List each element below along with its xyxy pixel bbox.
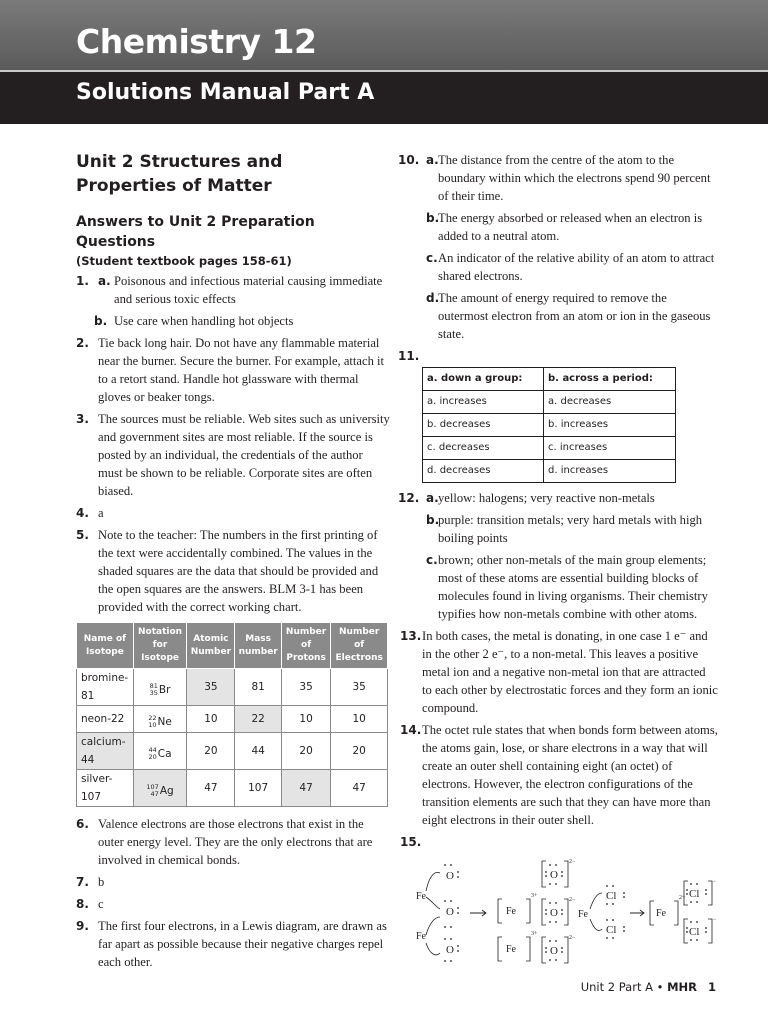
question-8 [76, 895, 390, 913]
answer-text: brown; other non-metals of the main group elements; most of these atoms are essential building blocks of molecules found in living organisms. Their chemistry typifies how non-metals combine with other atoms. [438, 553, 708, 621]
question-7 [76, 873, 390, 891]
question-14 [400, 721, 718, 829]
table-row [77, 770, 388, 807]
table-row [423, 460, 676, 483]
charge-label: 3+ [531, 893, 538, 899]
arrow-icon [470, 910, 486, 916]
electrons-cell: 47 [331, 770, 388, 807]
page-number: 1 [707, 980, 716, 994]
header-banner [0, 0, 768, 126]
answer-text: The first four electrons, in a Lewis diagram, are drawn as far apart as possible because their negative charges repel each other. [98, 919, 387, 969]
atomic-number-cell: 35 [187, 669, 235, 706]
isotope-name: silver-107 [77, 770, 134, 807]
fe-ion: Fe [656, 908, 666, 919]
answer-text: purple: transition metals; very hard metals with high boiling points [438, 513, 703, 545]
column-header: a. down a group: [423, 368, 544, 391]
answer-text: Tie back long hair. Do not have any flammable material near the burner. Secure the burner. For example, attach it to a retort stand. Handle hot glassware with thermal gloves or beaker tongs. [98, 336, 385, 404]
question-number: 11. [398, 349, 420, 363]
atomic-number-cell: 20 [187, 733, 235, 770]
answer-text: The amount of energy required to remove the outermost electron from an atom or ion in the gaseous state. [438, 291, 711, 341]
answer-text: Poisonous and infectious material causing immediate and serious toxic effects [114, 274, 383, 306]
transfer-arrows [590, 893, 602, 931]
isotope-name: calcium-44 [77, 733, 134, 770]
atomic-subscript: 35 [149, 688, 158, 697]
column-header: Notation for Isotope [133, 623, 187, 669]
oxygen-atom: O [446, 944, 454, 956]
oxygen-atom: O [446, 906, 454, 918]
page-subtitle: Solutions Manual Part A [76, 80, 375, 105]
table-row [77, 669, 388, 706]
question-number: 5. [76, 528, 89, 542]
mass-number-cell: 107 [235, 770, 281, 807]
table-row [423, 391, 676, 414]
question-12c [400, 551, 718, 623]
column-header: Mass number [235, 623, 281, 669]
question-number: 12. [398, 491, 420, 505]
sub-label: b. [426, 211, 440, 225]
answer-text: The sources must be reliable. Web sites such as university and government sites are most reliable. If the source is posted by an individual, the credentials of the author must be shown to be reliable. Corporate sites are often biased. [98, 412, 390, 498]
question-6 [76, 815, 390, 869]
element-symbol: Br [158, 683, 171, 696]
footer-brand: MHR [667, 980, 698, 994]
table-cell: d. increases [544, 460, 676, 483]
answer-text: The energy absorbed or released when an electron is added to a neutral atom. [438, 211, 703, 243]
answers-heading: Answers to Unit 2 Preparation Questions [76, 214, 315, 250]
question-10b [400, 209, 718, 245]
question-10d [400, 289, 718, 343]
protons-cell: 10 [281, 706, 331, 733]
answer-text: The octet rule states that when bonds form between atoms, the atoms gain, lose, or share electrons in a way that will create an outer shell containing eight (an octet) of electrons. However, the electron configurations of the transition elements are such that they can have more than eight electrons in their outer shell. [422, 723, 718, 827]
sub-label: d. [426, 291, 440, 305]
table-cell: a. decreases [544, 391, 676, 414]
question-number: 8. [76, 897, 89, 911]
question-number: 6. [76, 817, 89, 831]
left-column [76, 150, 390, 975]
mass-superscript: 81 [149, 681, 158, 690]
isotope-notation [133, 770, 187, 807]
atomic-number-cell: 10 [187, 706, 235, 733]
fe-ion: Fe [506, 906, 516, 917]
charge-label: − [713, 917, 717, 923]
question-9 [76, 917, 390, 971]
transfer-arrows [426, 872, 440, 954]
charge-label: 2− [569, 897, 576, 903]
question-2 [76, 334, 390, 406]
column-header: Name of Isotope [77, 623, 134, 669]
element-symbol: Ag [159, 784, 174, 797]
question-number: 7. [76, 875, 89, 889]
table-row [77, 706, 388, 733]
answer-text: Valence electrons are those electrons that exist in the outer energy level. They are the only electrons that are involved in chemical bonds. [98, 817, 373, 867]
oxygen-atom: O [446, 870, 454, 882]
electrons-cell: 35 [331, 669, 388, 706]
sub-label: a. [98, 274, 111, 288]
answer-text: b [98, 875, 105, 889]
charge-label: 3+ [531, 931, 538, 937]
lewis-diagram [400, 857, 720, 967]
question-number: 15. [400, 835, 422, 849]
answer-text: Use care when handling hot objects [114, 314, 294, 328]
question-number: 14. [400, 723, 422, 737]
sub-label: b. [94, 314, 108, 328]
question-1b [76, 312, 390, 330]
isotope-table-header-row [77, 623, 388, 669]
lewis-fecl2 [578, 879, 717, 943]
question-4 [76, 504, 390, 522]
atomic-subscript: 20 [148, 752, 157, 761]
mass-number-cell: 22 [235, 706, 281, 733]
protons-cell: 35 [281, 669, 331, 706]
question-number: 9. [76, 919, 89, 933]
chlorine-atom: Cl [606, 890, 617, 902]
table-cell: c. decreases [423, 437, 544, 460]
pages-note: (Student textbook pages 158-61) [76, 254, 292, 268]
question-13 [400, 627, 718, 717]
page-title: Chemistry 12 [76, 22, 317, 61]
sub-label: a. [426, 491, 439, 505]
charge-label: − [713, 879, 717, 885]
column-header: b. across a period: [544, 368, 676, 391]
question-number: 3. [76, 412, 89, 426]
isotope-name: bromine-81 [77, 669, 134, 706]
footer-text: Unit 2 Part A • [580, 980, 668, 994]
table-row [423, 437, 676, 460]
isotope-notation [133, 706, 187, 733]
table-row [423, 414, 676, 437]
question-number: 2. [76, 336, 89, 350]
charge-label: 2+ [679, 895, 686, 901]
question-10c [400, 249, 718, 285]
question-15 [400, 833, 718, 851]
atomic-subscript: 47 [150, 789, 159, 798]
fe-atom: Fe [416, 891, 426, 902]
question-number: 1. [76, 274, 89, 288]
isotope-name: neon-22 [77, 706, 134, 733]
table-cell: a. increases [423, 391, 544, 414]
sub-label: a. [426, 153, 439, 167]
answer-text: a [98, 506, 104, 520]
mass-number-cell: 44 [235, 733, 281, 770]
column-header: Number of Electrons [331, 623, 388, 669]
fe-ion: Fe [506, 944, 516, 955]
question-number: 4. [76, 506, 89, 520]
table-cell: b. increases [544, 414, 676, 437]
question-number: 13. [400, 629, 422, 643]
question-12a [400, 489, 718, 507]
question-10a [400, 151, 718, 205]
answer-text: In both cases, the metal is donating, in one case 1 e⁻ and in the other 2 e⁻, to a non-metal. This leaves a positive metal ion and a negative non-metal ion that are attracted to each other by electrostatic forces and they form an ionic compound. [422, 629, 718, 715]
question-number: 10. [398, 153, 420, 167]
table-row [77, 733, 388, 770]
mass-superscript: 22 [148, 713, 157, 722]
charge-label: 2− [569, 935, 576, 941]
answer-text: yellow: halogens; very reactive non-metals [438, 491, 655, 505]
arrow-icon [630, 910, 644, 916]
mass-superscript: 44 [148, 745, 157, 754]
answer-text: An indicator of the relative ability of an atom to attract shared electrons. [438, 251, 715, 283]
question-11 [400, 347, 718, 365]
sub-label: c. [426, 251, 438, 265]
answer-text: Note to the teacher: The numbers in the first printing of the text were accidentally combined. The values in the shaded squares are the data that should be provided and the open squares are the answers. BLM 3-1 has been provided with the correct working chart. [98, 528, 379, 614]
table-cell: c. increases [544, 437, 676, 460]
protons-cell: 47 [281, 770, 331, 807]
isotope-table [76, 622, 388, 807]
answer-text: c [98, 897, 104, 911]
protons-cell: 20 [281, 733, 331, 770]
table-cell: d. decreases [423, 460, 544, 483]
atomic-number-cell: 47 [187, 770, 235, 807]
chloride-ion: Cl [689, 926, 700, 938]
mass-number-cell: 81 [235, 669, 281, 706]
sub-label: b. [426, 513, 440, 527]
question-5 [76, 526, 390, 616]
column-header: Atomic Number [187, 623, 235, 669]
element-symbol: Ne [157, 715, 172, 728]
chlorine-atom: Cl [606, 924, 617, 936]
right-column [400, 151, 718, 972]
charge-label: 2− [569, 859, 576, 865]
mass-superscript: 107 [146, 782, 159, 791]
sub-label: c. [426, 553, 438, 567]
lewis-fe2o3 [416, 859, 576, 963]
electrons-cell: 20 [331, 733, 388, 770]
oxide-ion: O [550, 869, 558, 881]
electrons-cell: 10 [331, 706, 388, 733]
isotope-notation [133, 733, 187, 770]
fe-atom: Fe [578, 909, 588, 920]
column-header: Number of Protons [281, 623, 331, 669]
question-12b [400, 511, 718, 547]
fe-atom: Fe [416, 931, 426, 942]
chloride-ion: Cl [689, 888, 700, 900]
trends-table [422, 367, 676, 483]
page-footer [581, 980, 716, 994]
isotope-notation [133, 669, 187, 706]
question-1a [76, 272, 390, 308]
question-3 [76, 410, 390, 500]
oxide-ion: O [550, 907, 558, 919]
table-cell: b. decreases [423, 414, 544, 437]
unit-heading: Unit 2 Structures and Properties of Matter [76, 152, 283, 196]
oxide-ion: O [550, 945, 558, 957]
element-symbol: Ca [157, 747, 172, 760]
trends-table-header-row [423, 368, 676, 391]
answer-text: The distance from the centre of the atom to the boundary within which the electrons spend 90 percent of their time. [438, 153, 711, 203]
atomic-subscript: 10 [148, 720, 157, 729]
